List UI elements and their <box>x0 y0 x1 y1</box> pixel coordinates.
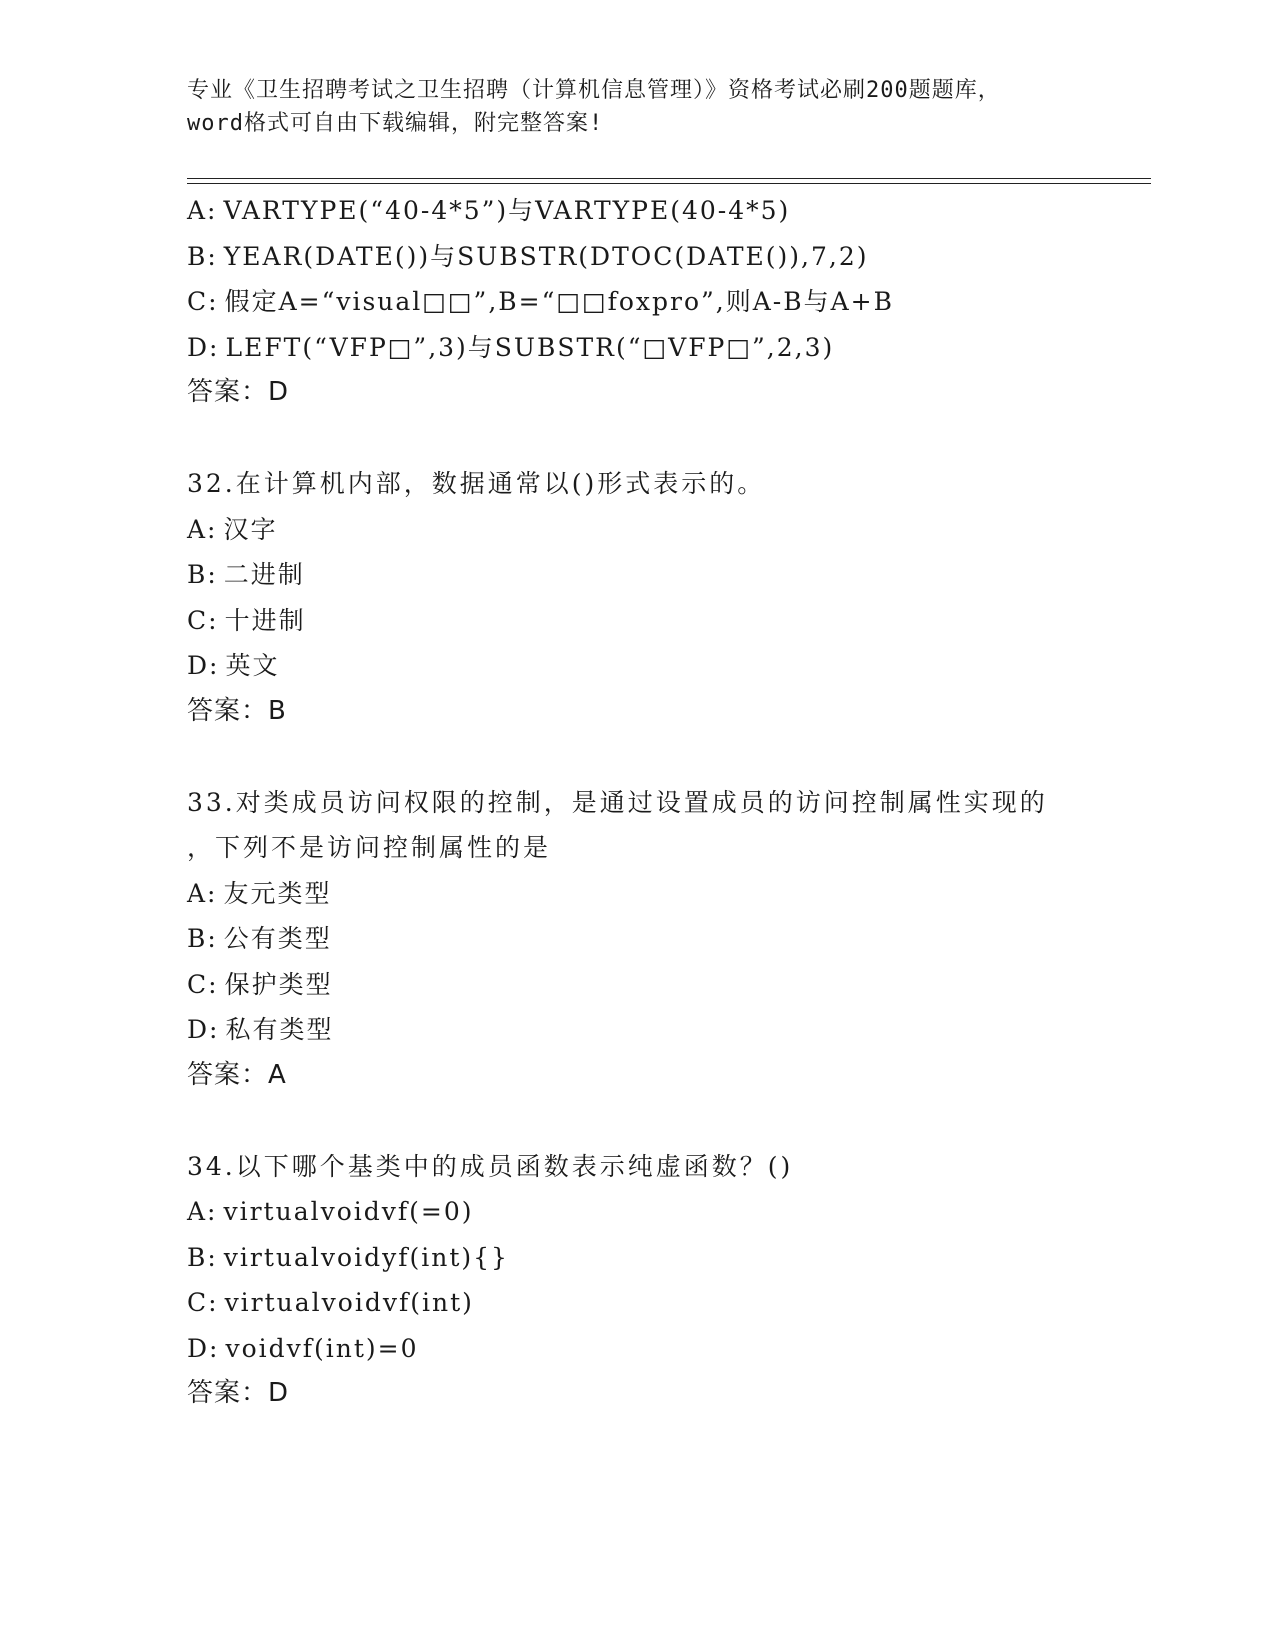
question-32 <box>187 461 1107 734</box>
question-31 <box>187 188 1107 416</box>
option-c: C: 十进制 <box>187 605 306 635</box>
question-stem: 32.在计算机内部，数据通常以()形式表示的。 <box>187 469 766 498</box>
answer-line: 答案：D <box>187 1378 290 1408</box>
option-d: D: 英文 <box>187 651 280 680</box>
header-divider-top <box>187 178 1151 179</box>
option-d: D: LEFT(“VFP□”,3)与SUBSTR(“□VFP□”,2,3) <box>187 332 835 362</box>
question-stem: 33.对类成员访问权限的控制，是通过设置成员的访问控制属性实现的 <box>187 787 1048 817</box>
option-b: B: 公有类型 <box>187 924 332 953</box>
header-divider-bottom <box>187 183 1151 184</box>
option-d: D: voidvf(int)=0 <box>187 1333 419 1363</box>
document-header <box>187 74 1087 140</box>
option-b: B: YEAR(DATE())与SUBSTR(DTOC(DATE()),7,2) <box>187 241 869 271</box>
option-a: A: 友元类型 <box>187 878 332 908</box>
question-list <box>187 188 1107 1417</box>
spacer <box>187 1098 1107 1144</box>
question-stem-continued: ，下列不是访问控制属性的是 <box>187 833 552 862</box>
option-c: C: virtualvoidvf(int) <box>187 1288 474 1317</box>
option-b: B: virtualvoidyf(int){} <box>187 1242 509 1272</box>
question-34 <box>187 1144 1107 1417</box>
option-c: C: 假定A=“visual□□”,B=“□□foxpro”,则A-B与A+B <box>187 287 894 316</box>
spacer <box>187 734 1107 780</box>
option-a: A: 汉字 <box>187 514 278 544</box>
option-b: B: 二进制 <box>187 560 305 589</box>
header-line-2: word格式可自由下载编辑，附完整答案! <box>187 111 604 136</box>
header-line-1: 专业《卫生招聘考试之卫生招聘（计算机信息管理）》资格考试必刷200题题库， <box>187 78 1001 103</box>
question-33 <box>187 780 1107 1099</box>
option-a: A: virtualvoidvf(=0) <box>187 1197 474 1226</box>
answer-line: 答案：B <box>187 695 287 726</box>
option-d: D: 私有类型 <box>187 1015 334 1044</box>
question-stem: 34.以下哪个基类中的成员函数表示纯虚函数？() <box>187 1151 794 1181</box>
option-a: A: VARTYPE(“40-4*5”)与VARTYPE(40-4*5) <box>187 196 791 225</box>
spacer <box>187 416 1107 462</box>
answer-line: 答案：D <box>187 377 290 407</box>
option-c: C: 保护类型 <box>187 969 333 999</box>
answer-line: 答案：A <box>187 1059 287 1090</box>
